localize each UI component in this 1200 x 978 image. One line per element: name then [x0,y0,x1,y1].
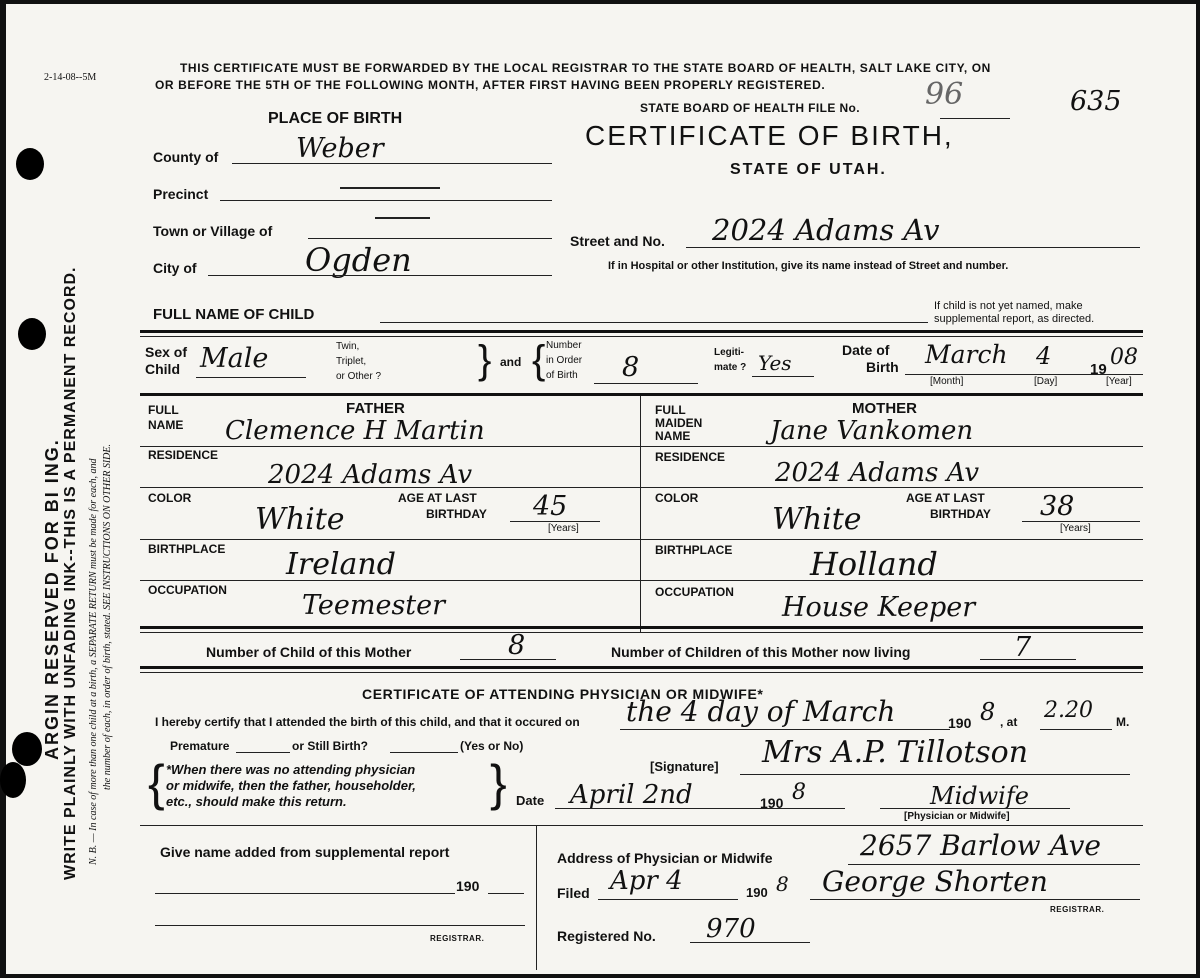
sex-label-1: Sex of [145,344,188,360]
physician-heading: CERTIFICATE OF ATTENDING PHYSICIAN OR MIDWIFE* [362,686,764,702]
dob-label-2: Birth [866,359,899,375]
physician-title-value: Midwife [930,782,1029,810]
street-label: Street and No. [570,233,665,249]
mother-age-label-2: BIRTHDAY [930,507,991,521]
not-named-note-1: If child is not yet named, make [934,300,1083,312]
address-value: 2657 Barlow Ave [860,829,1101,862]
occurred-date-value: the 4 day of March [626,695,896,728]
father-color-value: White [255,502,345,537]
father-occupation-label: OCCUPATION [148,583,227,597]
registered-no-label: Registered No. [557,928,656,944]
certificate-subtitle: STATE OF UTAH. [730,161,887,178]
mother-maiden-label: MAIDEN [655,416,703,430]
and-label: and [500,355,522,369]
order-value: 8 [622,352,640,383]
at-label: , at [1000,715,1018,729]
occurred-year-value: 8 [980,698,996,726]
punch-hole-4 [0,762,26,798]
time-value: 2.20 [1044,698,1093,723]
punch-hole-3 [12,732,42,766]
father-age-value: 45 [533,491,568,522]
father-residence-label: RESIDENCE [148,448,219,462]
father-name-label: NAME [148,418,184,432]
year-caption: [Year] [1106,376,1132,387]
father-color-label: COLOR [148,491,192,505]
ampm-suffix: M. [1116,715,1130,729]
father-years-caption: [Years] [548,523,579,534]
hospital-note: If in Hospital or other Institution, give its name instead of Street and number. [608,260,1009,272]
date-label: Date [516,793,545,808]
sign-year-prefix: 190 [760,795,784,811]
month-caption: [Month] [930,376,964,387]
punch-hole-1 [16,148,44,180]
mother-birthplace-label: BIRTHPLACE [655,543,733,557]
sign-date-value: April 2nd [570,780,693,810]
file-no-label: STATE BOARD OF HEALTH FILE No. [640,101,860,115]
precinct-dash [340,187,440,189]
mother-name-label: NAME [655,429,691,443]
mother-full-label: FULL [655,403,686,417]
mother-age-value: 38 [1040,491,1075,522]
midwife-note-1: *When there was no attending physician [166,762,416,777]
twin-brace: } [478,338,492,382]
mother-heading: MOTHER [852,400,917,417]
street-value: 2024 Adams Av [712,213,940,247]
midwife-note-2: or midwife, then the father, householder, [166,778,416,793]
sign-year-value: 8 [792,780,806,805]
premature-label: Premature [170,739,230,753]
mother-birthplace-value: Holland [810,545,938,583]
mother-residence-label: RESIDENCE [655,450,726,464]
sex-value: Male [200,343,269,374]
place-of-birth-heading: PLACE OF BIRTH [268,110,403,127]
filed-value: Apr 4 [610,866,683,896]
legit-label-1: Legiti- [714,347,744,358]
county-value: Weber [296,133,384,164]
mother-years-caption: [Years] [1060,523,1091,534]
legit-value: Yes [758,351,792,375]
now-living-label: Number of Children of this Mother now living [611,644,911,660]
note-brace-left: { [148,755,165,811]
filed-year-value: 8 [776,872,789,896]
now-living-value: 7 [1014,632,1032,663]
twin-label-2: Triplet, [336,356,367,367]
registrar-signature: George Shorten [822,865,1048,898]
not-named-note-2: supplemental report, as directed. [934,313,1095,325]
midwife-note-3: etc., should make this return. [166,794,347,809]
father-full-label: FULL [148,403,179,417]
father-age-label-2: BIRTHDAY [426,507,487,521]
town-label: Town or Village of [153,223,273,239]
sex-label-2: Child [145,361,180,377]
father-birthplace-label: BIRTHPLACE [148,542,226,556]
mother-color-label: COLOR [655,491,699,505]
town-dash [375,217,430,219]
certify-text: I hereby certify that I attended the birth of this child, and that it occured on [155,715,580,729]
father-name-value: Clemence H Martin [225,416,485,446]
file-no-value: 96 [925,77,964,112]
father-age-label-1: AGE AT LAST [398,491,477,505]
still-birth-label: or Still Birth? [292,739,368,753]
supplemental-label: Give name added from supplemental report [160,844,450,860]
occurred-year-prefix: 190 [948,715,972,731]
mother-color-value: White [772,502,862,537]
registered-no-value: 970 [706,914,756,944]
filing-registrar-label: REGISTRAR. [1050,905,1105,914]
note-brace-right: } [490,755,507,811]
permanent-record-note: WRITE PLAINLY WITH UNFADING INK--THIS IS A PERMANENT RECORD. [62,266,79,880]
physician-title-caption: [Physician or Midwife] [904,811,1010,822]
dob-month: March [925,340,1008,369]
certificate-title: CERTIFICATE OF BIRTH, [585,120,954,151]
child-of-mother-value: 8 [508,630,526,661]
dob-year: 08 [1110,345,1138,370]
filed-year-prefix: 190 [746,885,768,900]
supplemental-year-prefix: 190 [456,878,480,894]
mother-occupation-value: House Keeper [782,592,976,623]
county-label: County of [153,149,219,165]
day-caption: [Day] [1034,376,1058,387]
mother-occupation-label: OCCUPATION [655,585,734,599]
dob-label-1: Date of [842,342,890,358]
legit-label-2: mate ? [714,362,747,373]
nb-note-line2: the number of each, in order of birth, stated. SEE INSTRUCTIONS ON OTHER SIDE. [102,443,113,790]
notice-line-1: THIS CERTIFICATE MUST BE FORWARDED BY THE LOCAL REGISTRAR TO THE STATE BOARD OF HEALTH, SALT LAKE CITY, ON [180,61,991,75]
father-birthplace-value: Ireland [286,547,396,582]
mother-name-value: Jane Vankomen [770,416,974,446]
twin-label-3: or Other ? [336,371,382,382]
mother-residence-value: 2024 Adams Av [775,458,980,488]
signature-value: Mrs A.P. Tillotson [762,735,1029,770]
supplemental-registrar-label: REGISTRAR. [430,934,485,943]
city-value: Ogden [305,241,412,279]
order-brace: { [532,338,546,382]
order-label-3: of Birth [546,370,578,381]
filed-label: Filed [557,885,590,901]
margin-reserved-note: ARGIN RESERVED FOR BI ING. [42,438,62,760]
order-label-2: in Order [546,355,583,366]
twin-label-1: Twin, [336,341,360,352]
full-name-child-label: FULL NAME OF CHILD [153,306,315,323]
father-occupation-value: Teemester [302,590,446,621]
mother-age-label-1: AGE AT LAST [906,491,985,505]
signature-label: [Signature] [650,759,719,774]
punch-hole-2 [18,318,46,350]
notice-line-2: OR BEFORE THE 5TH OF THE FOLLOWING MONTH, AFTER FIRST HAVING BEEN PROPERLY REGISTERED. [155,78,826,92]
form-code: 2-14-08--5M [44,72,97,83]
city-label: City of [153,260,197,276]
yes-no-label: (Yes or No) [460,739,524,753]
precinct-label: Precinct [153,186,209,202]
dob-day: 4 [1036,342,1052,370]
order-label-1: Number [546,340,582,351]
file-no-extra: 635 [1070,86,1122,117]
address-label: Address of Physician or Midwife [557,850,773,866]
father-heading: FATHER [346,400,405,417]
child-of-mother-label: Number of Child of this Mother [206,644,412,660]
father-residence-value: 2024 Adams Av [268,460,473,490]
nb-note-line1: N. B. — In case of more than one child at a birth, a SEPARATE RETURN must be made for each, and [88,458,99,865]
dob-year-prefix: 19 [1090,361,1107,378]
